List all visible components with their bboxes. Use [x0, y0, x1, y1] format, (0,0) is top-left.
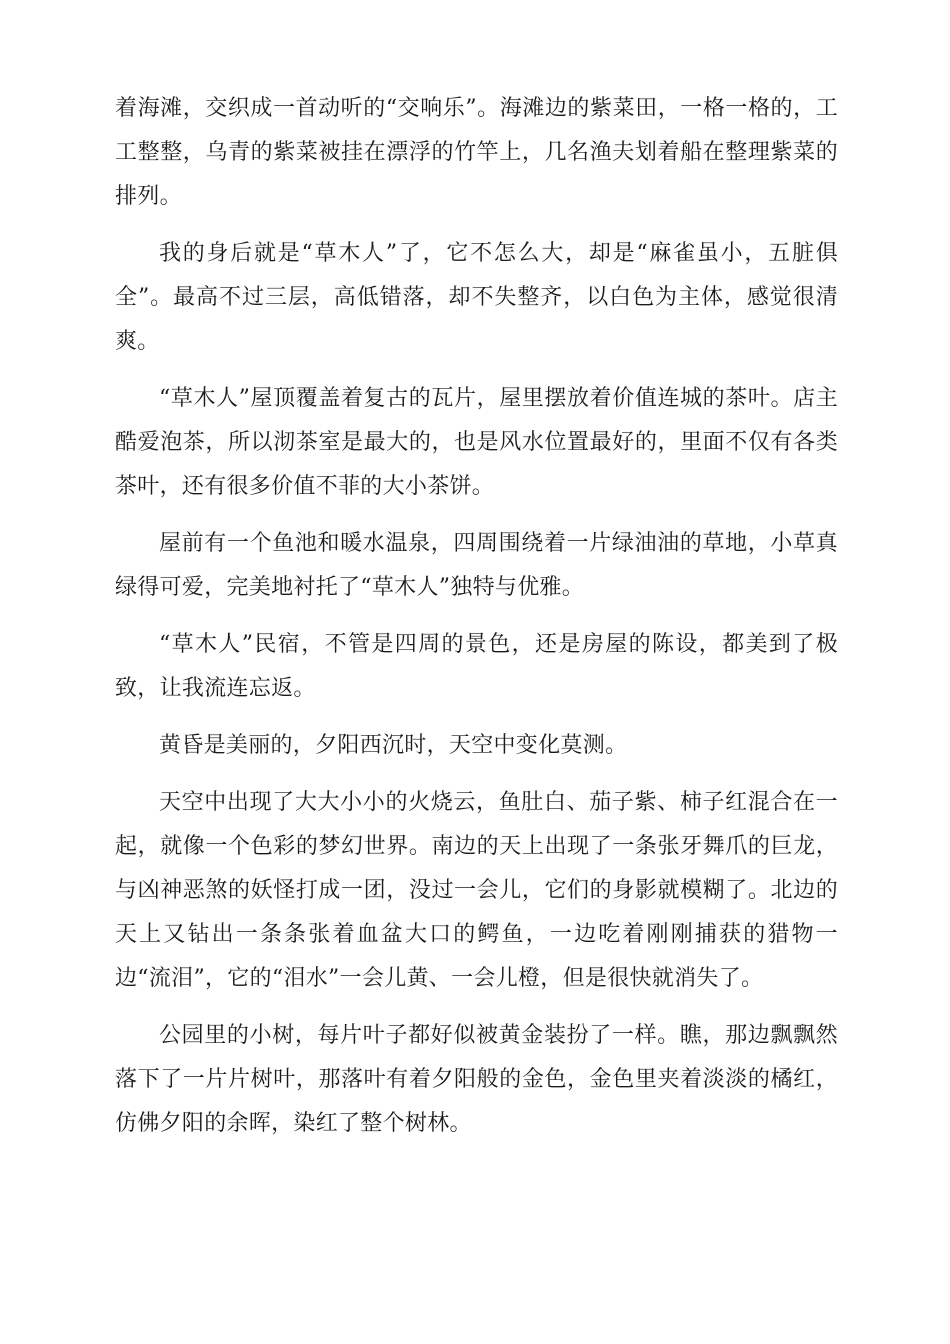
- paragraph-3: “草木人”屋顶覆盖着复古的瓦片，屋里摆放着价值连城的茶叶。店主酷爱泡茶，所以沏茶室是最大的，也是风水位置最好的，里面不仅有各类茶叶，还有很多价值不菲的大小茶饼。: [115, 386, 838, 499]
- paragraph-6: 黄昏是美丽的，夕阳西沉时，天空中变化莫测。: [159, 733, 628, 758]
- paragraph-7: 天空中出现了大大小小的火烧云，鱼肚白、茄子紫、柿子红混合在一起，就像一个色彩的梦幻世界。南边的天上出现了一条张牙舞爪的巨龙，与凶神恶煞的妖怪打成一团，没过一会儿，它们的身影就模糊了。北边的天上又钻出一条条张着血盆大口的鳄鱼，一边吃着刚刚捕获的猎物一边“流泪”，它的“泪水”一会儿黄、一会儿橙，但是很快就消失了。: [115, 790, 838, 991]
- paragraph-4: 屋前有一个鱼池和暖水温泉，四周围绕着一片绿油油的草地，小草真绿得可爱，完美地衬托了“草木人”独特与优雅。: [115, 531, 838, 600]
- paragraph-5: “草木人”民宿，不管是四周的景色，还是房屋的陈设，都美到了极致，让我流连忘返。: [115, 632, 838, 701]
- document-body: [115, 87, 838, 1159]
- paragraph-1: 着海滩，交织成一首动听的“交响乐”。海滩边的紫菜田，一格一格的，工工整整，乌青的紫菜被挂在漂浮的竹竿上，几名渔夫划着船在整理紫菜的排列。: [115, 96, 838, 209]
- paragraph-8: 公园里的小树，每片叶子都好似被黄金装扮了一样。瞧，那边飘飘然落下了一片片树叶，那落叶有着夕阳般的金色，金色里夹着淡淡的橘红，仿佛夕阳的余晖，染红了整个树林。: [115, 1023, 838, 1136]
- paragraph-2: 我的身后就是“草木人”了，它不怎么大，却是“麻雀虽小，五脏俱全”。最高不过三层，高低错落，却不失整齐，以白色为主体，感觉很清爽。: [115, 241, 838, 354]
